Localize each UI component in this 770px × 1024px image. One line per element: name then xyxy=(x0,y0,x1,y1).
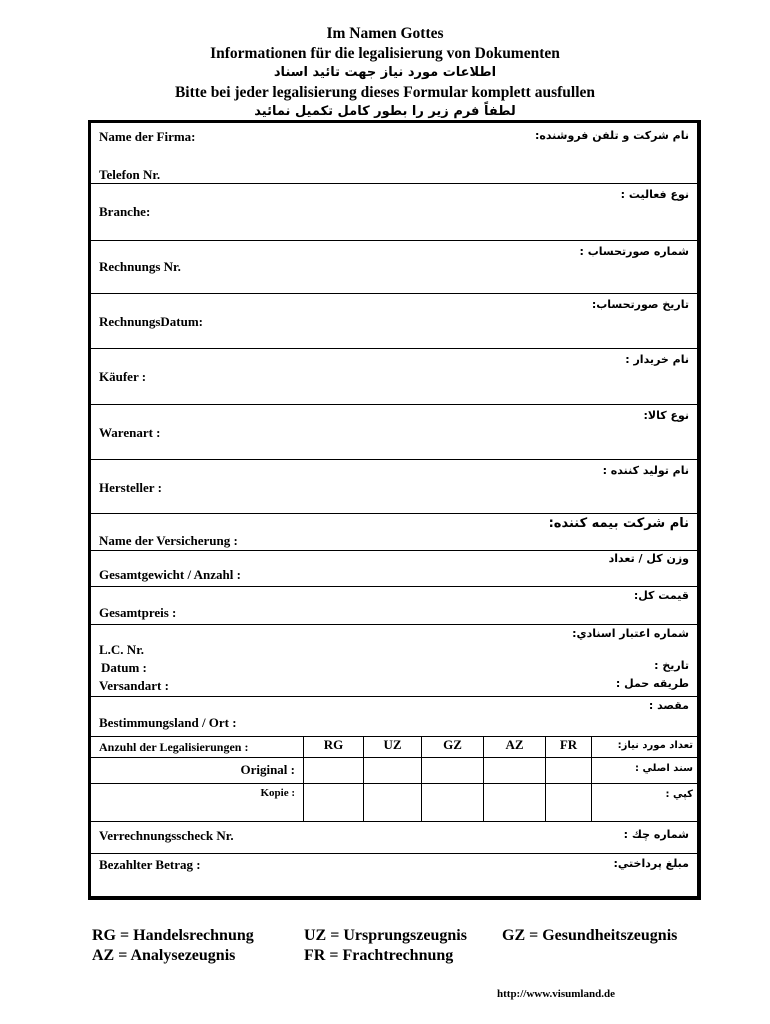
label-betrag-fa: مبلغ پرداختي: xyxy=(613,857,689,870)
title-line-5: لطفاً فرم زیر را بطور کامل تکمیل نمائید xyxy=(254,104,516,119)
legalization-grid xyxy=(91,737,697,821)
row-rechnung[interactable] xyxy=(91,241,697,294)
legend-gz: GZ = Gesundheitszeugnis xyxy=(502,927,678,944)
legend-fr: FR = Frachtrechnung xyxy=(304,947,454,964)
label-branche: Branche: xyxy=(99,204,151,219)
code-rg: RG xyxy=(304,737,364,758)
original-az-cell[interactable] xyxy=(484,758,546,784)
grid-label-original-fa: سند اصلي : xyxy=(592,758,701,784)
kopie-fr-cell[interactable] xyxy=(546,784,592,821)
original-gz-cell[interactable] xyxy=(422,758,484,784)
label-firma: Name der Firma: xyxy=(99,129,196,144)
label-lc-fa: شماره اعتبار اسنادي: xyxy=(572,627,689,640)
label-scheck: Verrechnungsscheck Nr. xyxy=(99,828,234,843)
row-versicherung[interactable] xyxy=(91,514,697,551)
label-kaeufer-fa: نام خریدار : xyxy=(625,353,689,366)
label-gewicht: Gesamtgewicht / Anzahl : xyxy=(99,567,241,582)
grid-label-original: Original : xyxy=(91,758,304,784)
label-lc: L.C. Nr. xyxy=(99,642,145,657)
label-firma-fa: نام شرکت و تلفن فروشنده: xyxy=(534,129,689,142)
label-scheck-fa: شماره چك : xyxy=(623,828,689,841)
original-rg-cell[interactable] xyxy=(304,758,364,784)
grid-label-anzahl-fa: تعداد مورد نیاز: xyxy=(592,737,701,758)
label-warenart: Warenart : xyxy=(99,425,161,440)
label-rechnungsdatum: RechnungsDatum: xyxy=(99,314,204,329)
kopie-gz-cell[interactable] xyxy=(422,784,484,821)
kopie-rg-cell[interactable] xyxy=(304,784,364,821)
website-url[interactable]: http://www.visumland.de xyxy=(497,988,615,1000)
label-lcdatum: Datum : xyxy=(101,660,147,675)
row-betrag[interactable] xyxy=(91,854,697,896)
legend-rg: RG = Handelsrechnung xyxy=(92,927,254,944)
label-lcdatum-fa: تاریخ : xyxy=(654,659,689,672)
legend-az: AZ = Analysezeugnis xyxy=(92,947,236,964)
row-gewicht[interactable] xyxy=(91,551,697,587)
row-ziel[interactable] xyxy=(91,697,697,737)
row-warenart[interactable] xyxy=(91,405,697,460)
code-uz: UZ xyxy=(364,737,422,758)
label-betrag: Bezahlter Betrag : xyxy=(99,857,201,872)
label-versand: Versandart : xyxy=(99,678,169,693)
title-line-3: اطلاعات مورد نیاز جهت تائید اسناد xyxy=(273,65,497,80)
row-preis[interactable] xyxy=(91,587,697,625)
label-datum-fa: تاریخ صورتحساب: xyxy=(591,298,689,311)
label-telefon: Telefon Nr. xyxy=(99,167,161,182)
original-fr-cell[interactable] xyxy=(546,758,592,784)
label-kaeufer: Käufer : xyxy=(99,369,147,384)
label-rechnung: Rechnungs Nr. xyxy=(99,259,181,274)
row-kaeufer[interactable] xyxy=(91,349,697,405)
row-versand[interactable] xyxy=(91,661,697,697)
kopie-az-cell[interactable] xyxy=(484,784,546,821)
label-rechnung-fa: شماره صورتحساب : xyxy=(579,245,689,258)
row-firma[interactable] xyxy=(91,123,697,184)
label-hersteller: Hersteller : xyxy=(99,480,162,495)
label-gewicht-fa: وزن کل / تعداد xyxy=(608,552,689,565)
row-rechnungsdatum[interactable] xyxy=(91,294,697,349)
code-gz: GZ xyxy=(422,737,484,758)
code-az: AZ xyxy=(484,737,546,758)
form-header xyxy=(0,24,770,122)
label-ware-fa: نوع کالا: xyxy=(643,409,689,422)
label-preis-fa: قیمت کل: xyxy=(633,589,689,602)
abbreviation-legend xyxy=(92,926,677,966)
label-branche-fa: نوع فعالیت : xyxy=(620,188,689,201)
label-ziel-fa: مقصد : xyxy=(648,699,689,712)
label-versand-fa: طریقه حمل : xyxy=(615,677,689,690)
grid-label-anzahl: Anzuhl der Legalisierungen : xyxy=(91,737,304,758)
original-uz-cell[interactable] xyxy=(364,758,422,784)
kopie-uz-cell[interactable] xyxy=(364,784,422,821)
title-line-2: Informationen für die legalisierung von Dokumenten xyxy=(210,44,560,62)
code-fr: FR xyxy=(546,737,592,758)
grid-label-kopie: Kopie : xyxy=(91,784,304,821)
title-line-1: Im Namen Gottes xyxy=(326,25,444,42)
row-hersteller[interactable] xyxy=(91,460,697,514)
grid-label-kopie-fa: کپي : xyxy=(665,789,693,800)
row-scheck[interactable] xyxy=(91,821,697,854)
label-preis: Gesamtpreis : xyxy=(99,605,177,620)
label-versicherung-fa: نام شرکت بیمه کننده: xyxy=(548,516,689,531)
title-line-4: Bitte bei jeder legalisierung dieses Formular komplett ausfullen xyxy=(174,83,596,101)
legend-uz: UZ = Ursprungszeugnis xyxy=(304,927,467,944)
label-hersteller-fa: نام تولید کننده : xyxy=(602,464,689,477)
label-ziel: Bestimmungsland / Ort : xyxy=(99,715,237,730)
form-frame xyxy=(88,120,701,900)
label-versicherung: Name der Versicherung : xyxy=(99,533,238,548)
row-branche[interactable] xyxy=(91,184,697,241)
